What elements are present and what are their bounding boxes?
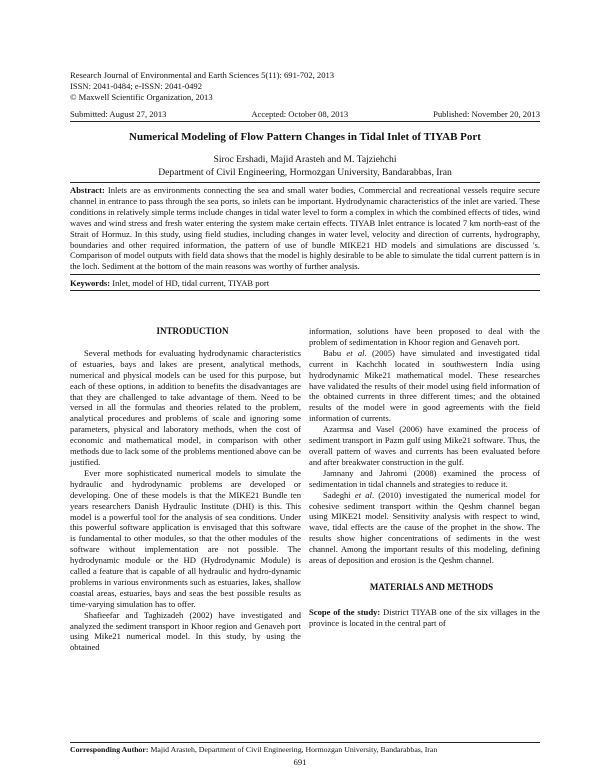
submitted-date: Submitted: August 27, 2013: [70, 109, 167, 119]
corresponding-author: [70, 745, 540, 754]
scope-text: District TIYAB one of the six villages in the province is located in the central part of: [309, 606, 540, 628]
intro-paragraph-3: Shafieefar and Taghizadeh (2002) have investigated and analyzed the sediment transport in Khoor region and Genaveh port using Mike21 numerical model. In this study, by using the obtained: [70, 609, 301, 653]
issn-line: ISSN: 2041-0484; e-ISSN: 2041-0492: [70, 81, 203, 91]
intro-paragraph-2: Ever more sophisticated numerical models to simulate the hydraulic and hydrodynamic problems are developed or developing. One of these models is that the MIKE21 Bundle ten years researchers Danish Hydraulic Institute (DHI) is this. This model is a powerful tool for the analysis of sea conditions. Under this powerful software application is envisaged that this software is fundamental to other modules, so that the other modules of the software without implementation are not possible. The hydrodynamic module or the HD (Hydrodynamic Module) is called a feature that is capable of all hydraulic and hydro-dynamic problems in various environments such as estuaries, lakes, shallow coastal areas, estuaries, bays and seas the best possible results as time-varying simulation has to offer.: [70, 467, 301, 609]
intro-paragraph-7: Jamnany and Jahromi (2008) examined the process of sedimentation in tidal channels and strategies to reduce it.: [309, 467, 540, 489]
corr-label: Corresponding Author:: [70, 745, 149, 754]
copyright-line: © Maxwell Scientific Organization, 2013: [70, 92, 213, 102]
scope-paragraph: [309, 607, 540, 629]
abstract-bottom-rule: [70, 274, 540, 275]
footer-rule: [70, 742, 540, 743]
abstract-top-rule: [70, 182, 540, 183]
paper-title: Numerical Modeling of Flow Pattern Changes in Tidal Inlet of TIYAB Port: [129, 131, 481, 143]
keywords-text: Inlet, model of HD, tidal current, TIYAB port: [110, 278, 270, 288]
scope-label: Scope of the study:: [309, 606, 381, 617]
right-column: [309, 326, 540, 629]
abstract-label: Abstract:: [70, 185, 105, 195]
keywords-rule: [70, 290, 540, 291]
author-names: Siroc Ershadi, Majid Arasteh and M. Tajziehchi: [213, 154, 397, 165]
published-date: Published: November 20, 2013: [433, 109, 540, 119]
page-number: 691: [293, 757, 307, 767]
keywords: [70, 278, 540, 288]
accepted-date: Accepted: October 08, 2013: [251, 109, 349, 119]
left-column: [70, 326, 301, 653]
methods-heading: MATERIALS AND METHODS: [369, 581, 494, 592]
introduction-heading: INTRODUCTION: [156, 326, 229, 336]
intro-paragraph-5: Babu et al. (2005) have simulated and investigated tidal current in Kachchh located in southwestern India using hydrodynamic Mike21 mathematical model. These researches have validated the results of their model using field information of the obtained currents in three different times; and the obtained results of the model were in good agreements with the field information of currents.: [309, 347, 541, 424]
abstract: [70, 185, 540, 272]
intro-paragraph-6: Azarmsa and Vasel (2006) have examined the process of sediment transport in Pazm gulf using Mike21 software. Thus, the overall pattern of waves and currents has been evaluated before and after breakwater construction in the gulf.: [309, 424, 540, 467]
dates-row: [70, 109, 540, 119]
keywords-label: Keywords:: [70, 278, 111, 288]
intro-paragraph-1: Several methods for evaluating hydrodynamic characteristics of estuaries, bays and lakes are present, analytical methods, numerical and physical models can be used for this purpose, but each of these options, in addition to benefits the disadvantages are that they are challenged to take advantage of them. Need to be versed in all the formulas and theories related to the problem, analytical procedures and problems of scale and ignoring some parameters, physical and laboratory methods, when the cost of economic and mathematical model, in comparison with other methods due to lack some of the problems mentioned above can be justified.: [70, 347, 301, 467]
intro-paragraph-4: information, solutions have been proposed to deal with the problem of sedimentation in Khoor region and Genaveh port.: [309, 326, 540, 347]
intro-paragraph-8: Sadeghi et al. (2010) investigated the numerical model for cohesive sediment transport within the Qeshm channel began using MIKE21 model. Sensitivity analysis with respect to wind, wave, tidal effects are the cause of the prophet in the show. The results show higher concentrations of sediments in the west channel. Among the important results of this modeling, defining areas of deposition and erosion is the Qeshm channel.: [309, 489, 540, 566]
abstract-text: Inlets are as environments connecting the sea and small water bodies, Commercial and recreational vessels require secure channel in entrance to pass through the sea ports, so inlets can be important. Hydrodynamic characteristics of the inlet are varied. These conditions in relatively simple terms include changes in tidal water level to form a complex in which the combined effects of tides, wind waves and wind stress and fresh water entering the system make certain effects. TIYAB Inlet entrance is located 7 km north-east of the Strait of Hormuz. In this study, using field studies, including changes in water level, velocity and direction of currents, hydrography, boundaries and other required information, the pattern of use of bundle MIKE21 HD models and simulations are discussed 's. Comparison of model outputs with field data shows that the model is highly desirable to be able to simulate the tidal current pattern is in the loch. Sediment at the bottom of the main reasons was worthy of further analysis.: [70, 185, 540, 272]
journal-citation: Research Journal of Environmental and Earth Sciences 5(11): 691-702, 2013: [70, 70, 335, 80]
author-affiliation: Department of Civil Engineering, Hormozgan University, Bandarabbas, Iran: [158, 166, 452, 178]
author-block: [50, 154, 560, 179]
header-divider: [70, 121, 540, 122]
corr-text: Majid Arasteh, Department of Civil Engineering, Hormozgan University, Bandarabbas, Iran: [148, 745, 438, 754]
